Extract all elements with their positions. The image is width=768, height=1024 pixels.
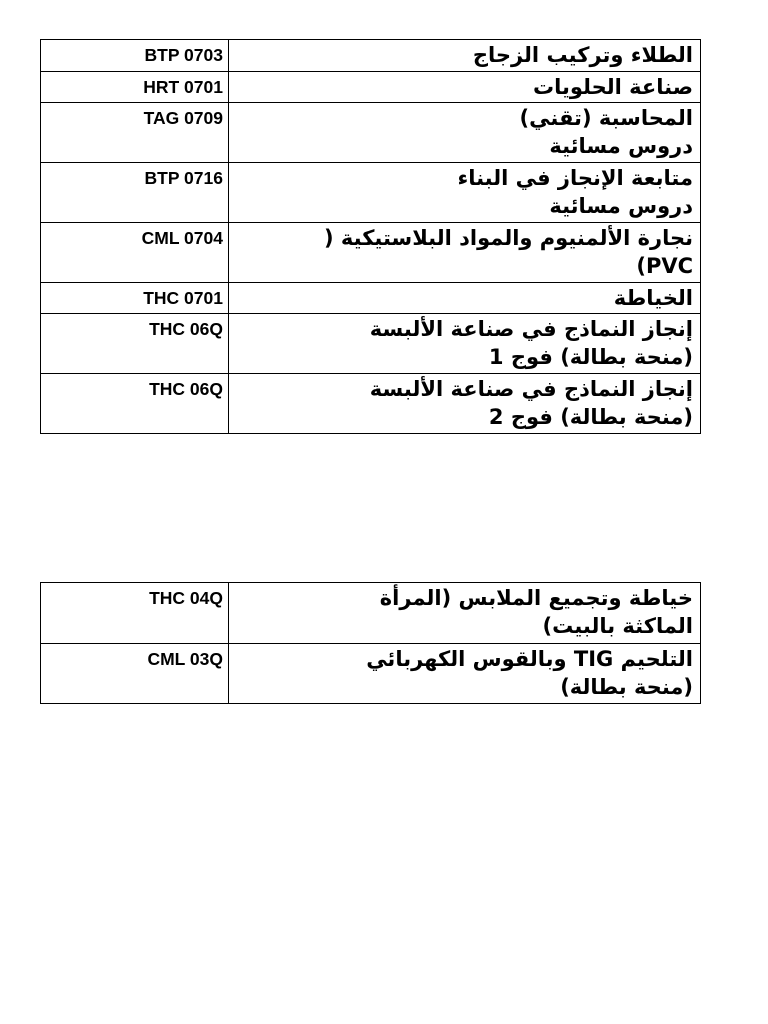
course-code: THC 04Q — [41, 583, 229, 644]
table-row — [41, 40, 701, 72]
course-code: THC 06Q — [41, 314, 229, 374]
course-code: BTP 0703 — [41, 40, 229, 72]
course-name: خياطة وتجميع الملابس (المرأة الماكثة بالبيت) — [229, 583, 701, 644]
courses-table-2 — [40, 582, 701, 704]
course-code: CML 0704 — [41, 223, 229, 283]
course-code: TAG 0709 — [41, 103, 229, 163]
courses-table-1 — [40, 39, 701, 434]
course-name: الطلاء وتركيب الزجاج — [229, 40, 701, 72]
course-code: THC 06Q — [41, 374, 229, 434]
course-name: المحاسبة (تقني) دروس مسائية — [229, 103, 701, 163]
table-row — [41, 583, 701, 644]
table-row — [41, 374, 701, 434]
course-code: HRT 0701 — [41, 72, 229, 103]
course-name: صناعة الحلويات — [229, 72, 701, 103]
course-code: THC 0701 — [41, 283, 229, 314]
course-name: إنجاز النماذج في صناعة الألبسة (منحة بطالة) فوج 1 — [229, 314, 701, 374]
table-row — [41, 283, 701, 314]
table-row — [41, 163, 701, 223]
course-code: BTP 0716 — [41, 163, 229, 223]
course-name: متابعة الإنجاز في البناء دروس مسائية — [229, 163, 701, 223]
course-name: إنجاز النماذج في صناعة الألبسة (منحة بطالة) فوج 2 — [229, 374, 701, 434]
course-code: CML 03Q — [41, 644, 229, 704]
course-name: الخياطة — [229, 283, 701, 314]
course-name: التلحيم TIG وبالقوس الكهربائي (منحة بطالة) — [229, 644, 701, 704]
table-row — [41, 103, 701, 163]
table-row — [41, 314, 701, 374]
course-name: نجارة الألمنيوم والمواد البلاستيكية ( PVC) — [229, 223, 701, 283]
table-row — [41, 223, 701, 283]
table-row — [41, 644, 701, 704]
table-row — [41, 72, 701, 103]
